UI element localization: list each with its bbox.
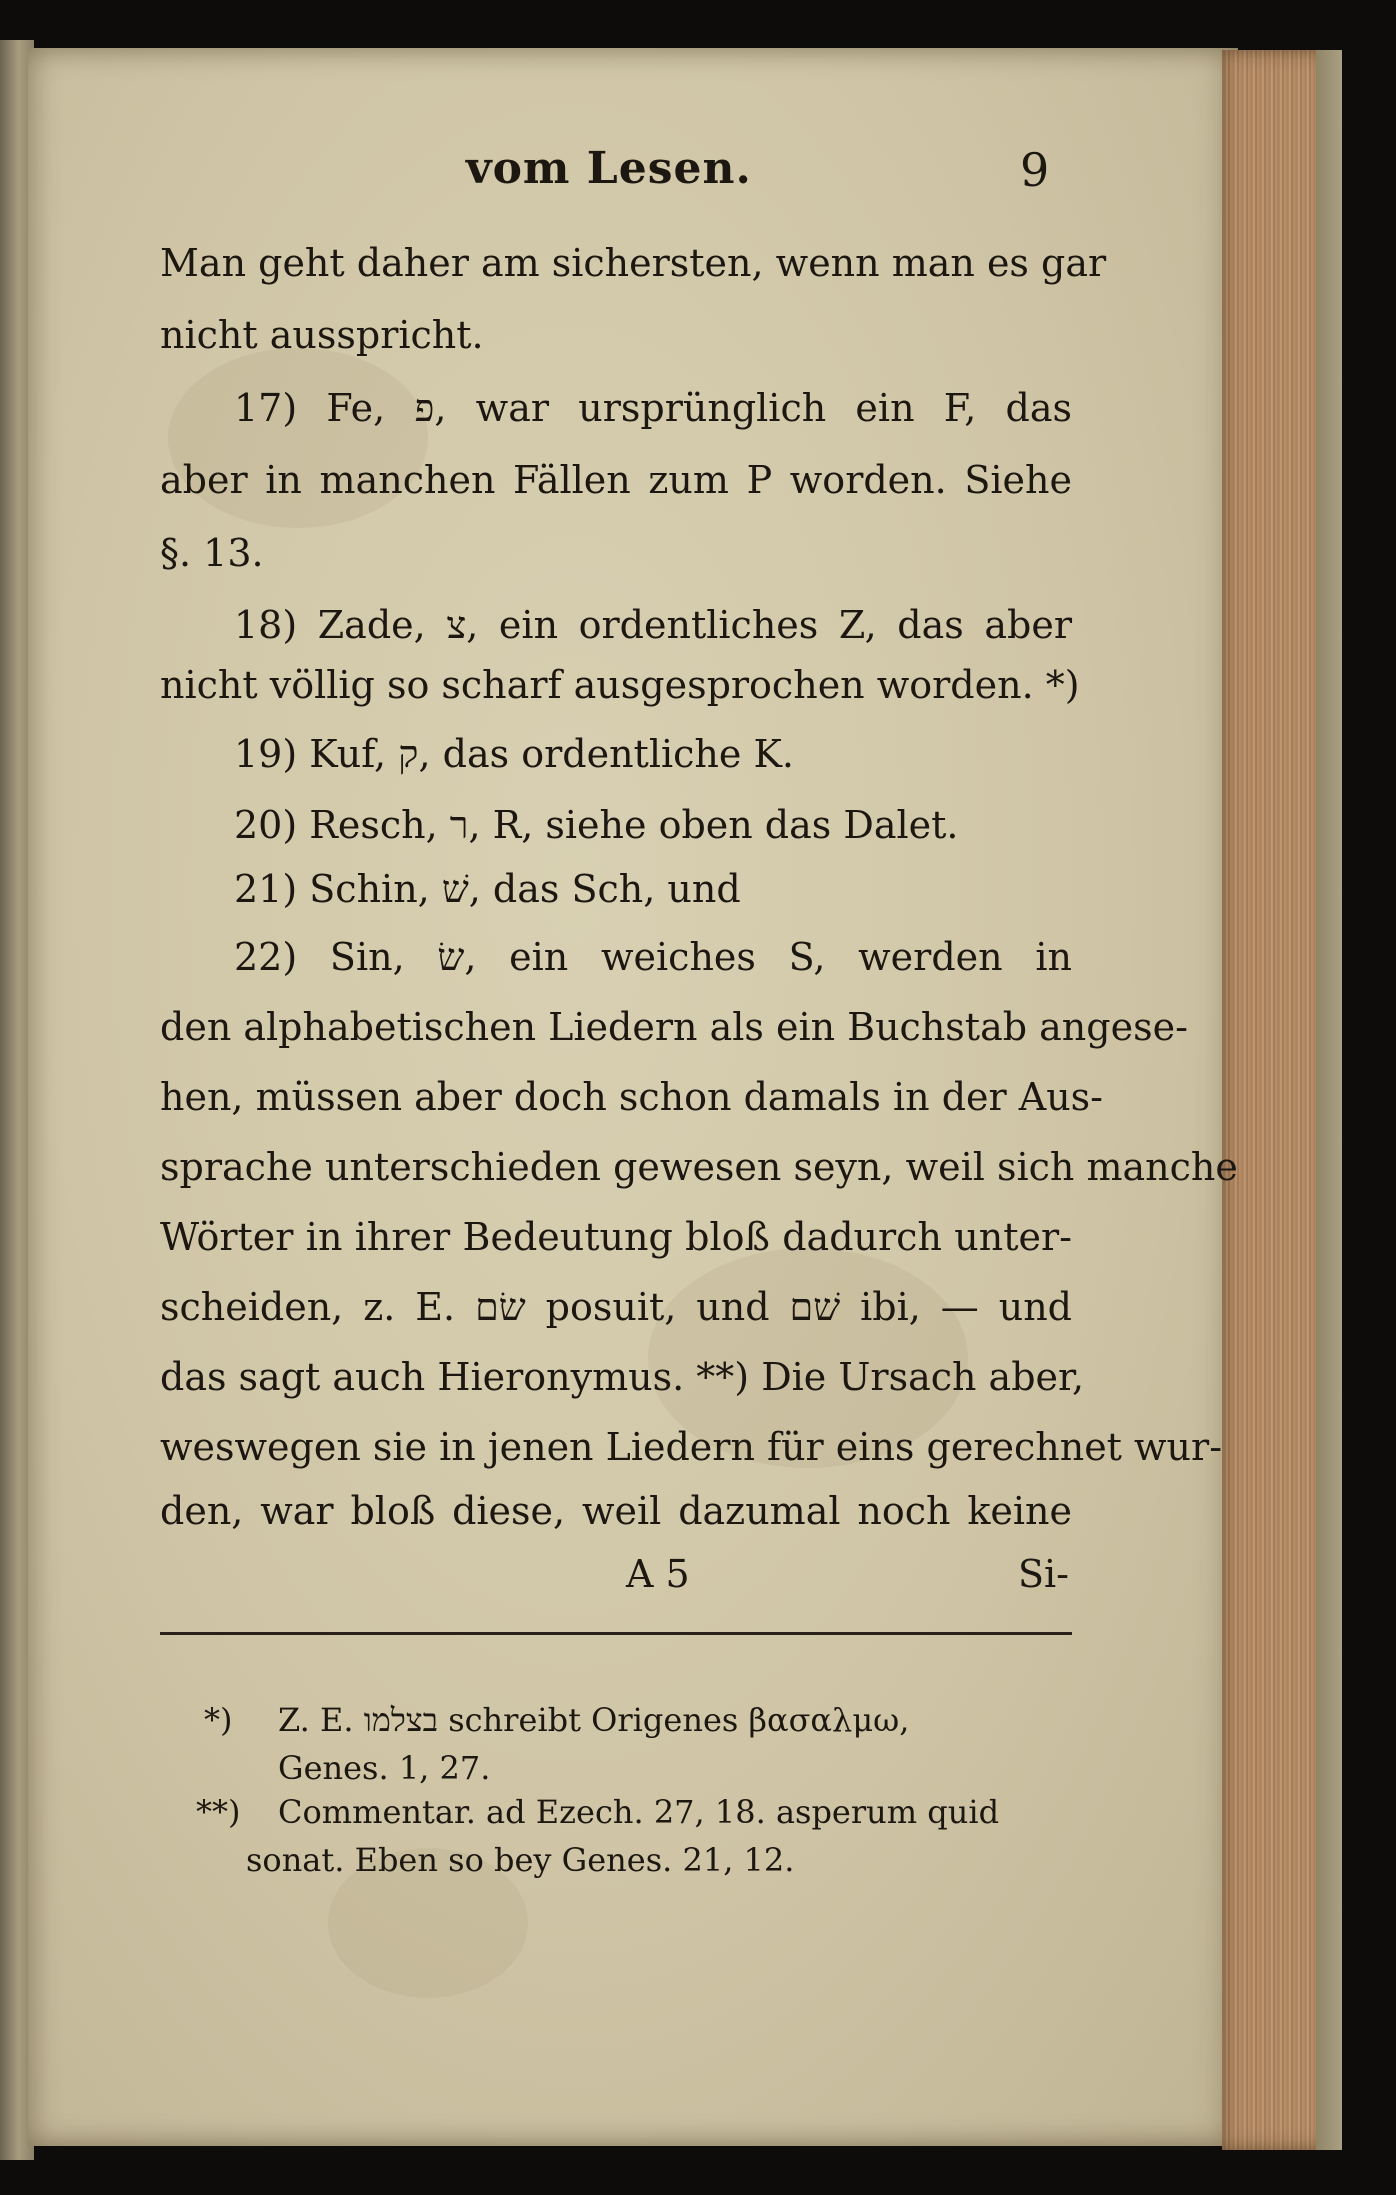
body-line: sprache unterschieden gewesen seyn, weil sich manche	[160, 1145, 1238, 1189]
body-line: das sagt auch Hieronymus. **) Die Ursach aber,	[160, 1355, 1085, 1399]
body-line: Man geht daher am sichersten, wenn man es gar	[160, 241, 1107, 285]
body-line: 21) Schin, שׁ, das Sch, und	[234, 867, 741, 911]
footnote-mark: *)	[204, 1701, 233, 1739]
body-line: 19) Kuf, ק, das ordentliche K.	[234, 732, 794, 776]
body-line: 17) Fe, פ, war ursprünglich ein F, das	[234, 386, 1072, 430]
body-line: 18) Zade, צ, ein ordentliches Z, das aber	[234, 603, 1072, 647]
body-line: 22) Sin, שׂ, ein weiches S, werden in	[234, 935, 1072, 979]
body-line: nicht völlig so scharf ausgesprochen worden. *)	[160, 663, 1080, 707]
footnote-text: Commentar. ad Ezech. 27, 18. asperum quid	[278, 1793, 1000, 1831]
footnote-text: sonat. Eben so bey Genes. 21, 12.	[246, 1841, 795, 1879]
body-line: §. 13.	[160, 531, 264, 575]
body-line: nicht ausspricht.	[160, 313, 484, 357]
running-head: vom Lesen.	[466, 143, 752, 194]
body-line: hen, müssen aber doch schon damals in der Aus-	[160, 1075, 1104, 1119]
body-line: 20) Resch, ר, R, siehe oben das Dalet.	[234, 803, 959, 847]
footnote-text: Genes. 1, 27.	[278, 1749, 491, 1787]
footnote-rule	[160, 1632, 1072, 1635]
body-line: den, war bloß diese, weil dazumal noch keine	[160, 1489, 1072, 1533]
page-number: 9	[1020, 143, 1050, 197]
body-line: Wörter in ihrer Bedeutung bloß dadurch unter-	[160, 1215, 1072, 1259]
body-line: den alphabetischen Liedern als ein Buchstab angese-	[160, 1005, 1188, 1049]
signature-mark: A 5	[626, 1552, 690, 1596]
body-line: aber in manchen Fällen zum P worden. Siehe	[160, 458, 1072, 502]
body-line: weswegen sie in jenen Liedern für eins gerechnet wur-	[160, 1425, 1223, 1469]
catchword: Si-	[1018, 1552, 1070, 1596]
footnote-text: Z. E. בצלמו schreibt Origenes βασαλμω,	[278, 1701, 910, 1739]
body-line: scheiden, z. E. שׂם posuit, und שׁם ibi, — und	[160, 1285, 1072, 1329]
footnote-mark: **)	[196, 1793, 241, 1831]
